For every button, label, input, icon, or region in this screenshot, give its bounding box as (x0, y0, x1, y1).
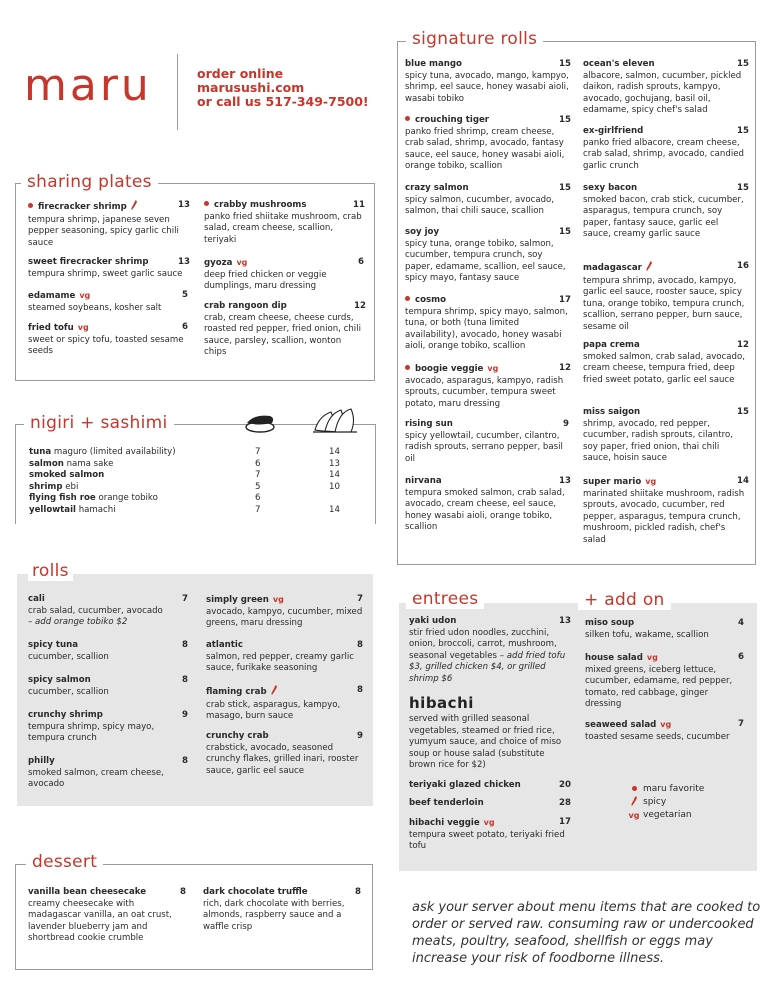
menu-item-ex-girlfriend[interactable]: ex-girlfriend 15 panko fried albacore, cream cheese, crab salad, shrimp, avocado, candied garlic crunch (583, 126, 749, 171)
menu-item-crab-rangoon-dip[interactable]: crab rangoon dip 12 crab, cream cheese, cheese curds, roasted red pepper, fried onion, chili sauce, parsley, scallion, wonton chips (204, 301, 366, 357)
dessert-title: dessert (26, 852, 103, 872)
sashimi-icon (313, 406, 357, 438)
menu-item-crunchy-crab[interactable]: crunchy crab 9 crabstick, avocado, seasoned crunchy flakes, grilled inari, rooster sauce, garlic eel sauce (206, 731, 363, 776)
header-divider (177, 54, 178, 130)
menu-item-yaki-udon[interactable]: yaki udon 13 stir fried udon noodles, zucchini, onion, broccoli, carrot, mushroom, seasonal vegetables – add fried tofu $3, grilled chicken $4, or grilled shrimp $6 (409, 616, 571, 684)
menu-item-teriyaki-glazed-chicken[interactable]: teriyaki glazed chicken 20 (409, 780, 571, 790)
vegetarian-badge: vg (628, 811, 640, 820)
table-row[interactable]: shrimp ebi 5 10 (29, 481, 340, 492)
hibachi-title: hibachi (409, 694, 474, 712)
menu-item-house-salad[interactable]: house salad vg 6 mixed greens, iceberg lettuce, cucumber, edamame, red pepper, tomato, red cabbage, ginger dressing (585, 652, 744, 709)
menu-item-sweet-firecracker-shrimp[interactable]: sweet firecracker shrimp 13 tempura shrimp, sweet garlic sauce (28, 257, 190, 279)
legend (627, 783, 747, 822)
menu-item-vanilla-bean-cheesecake[interactable]: vanilla bean cheesecake 8 creamy cheesecake with madagascar vanilla, an oat crust, lavender blueberry jam and shortbread cookie crumble (28, 887, 186, 943)
menu-item-soy-joy[interactable]: soy joy 15 spicy tuna, orange tobiko, salmon, cucumber, tempura crunch, soy paper, edamame, scallion, eel sauce, spicy mayo, fantasy sauce (405, 227, 571, 283)
nigiri-left-rule (15, 424, 16, 524)
nigiri-sashimi-title: nigiri + sashimi (24, 413, 174, 433)
sharing-plates-title: sharing plates (21, 172, 158, 192)
food-safety-disclaimer: ask your server about menu items that are cooked to order or served raw. consuming raw or undercooked meats, poultry, seafood, shellfish or eggs may increase your risk of foodborne illness. (412, 900, 761, 966)
menu-item-sexy-bacon[interactable]: sexy bacon 15 smoked bacon, crab stick, cucumber, asparagus, tempura crunch, soy paper, fantasy sauce, garlic eel sauce, creamy garlic sauce (583, 183, 749, 239)
menu-item-crabby-mushrooms[interactable]: crabby mushrooms 11 panko fried shiitake mushroom, crab salad, cream cheese, scallion, teriyaki (204, 200, 365, 245)
legend-item-vegetarian: vg vegetarian (628, 810, 692, 820)
menu-item-beef-tenderloin[interactable]: beef tenderloin 28 (409, 798, 571, 808)
table-row[interactable]: yellowtail hamachi 7 14 (29, 504, 340, 515)
vegetarian-badge: vg (645, 477, 657, 486)
favorite-dot-icon (204, 201, 209, 206)
menu-item-atlantic[interactable]: atlantic 8 salmon, red pepper, creamy garlic sauce, furikake seasoning (206, 640, 363, 673)
menu-item-oceans-eleven[interactable]: ocean's eleven 15 albacore, salmon, cucumber, pickled daikon, radish sprouts, kampyo, avocado, gochujang, basil oil, edamame, spicy chef's salad (583, 59, 749, 115)
menu-item-seaweed-salad[interactable]: seaweed salad vg 7 toasted sesame seeds, cucumber (585, 719, 744, 742)
order-online-label: order online (197, 66, 284, 81)
brand-logo: maru (24, 60, 152, 111)
menu-item-miso-soup[interactable]: miso soup 4 silken tofu, wakame, scallion (585, 618, 744, 640)
table-row[interactable]: tuna maguro (limited availability) 7 14 (29, 447, 340, 457)
menu-item-gyoza[interactable]: gyoza vg 6 deep fried chicken or veggie dumplings, maru dressing (204, 257, 364, 291)
vegetarian-badge: vg (487, 364, 499, 373)
menu-item-madagascar[interactable]: madagascar 16 tempura shrimp, avocado, kampyo, garlic eel sauce, rooster sauce, spicy tuna, orange tobiko, tempura crunch, scallion, serrano pepper, burn sauce, sesame oil (583, 261, 749, 332)
menu-item-firecracker-shrimp[interactable]: firecracker shrimp 13 tempura shrimp, japanese seven pepper seasoning, spicy garlic chili sauce (28, 200, 190, 248)
menu-item-crunchy-shrimp[interactable]: crunchy shrimp 9 tempura shrimp, spicy mayo, tempura crunch (28, 710, 188, 743)
phone-link[interactable]: or call us 517-349-7500! (197, 94, 369, 109)
chili-pepper-icon (646, 261, 653, 276)
menu-item-nirvana[interactable]: nirvana 13 tempura smoked salmon, crab salad, avocado, cream cheese, eel sauce, honey wasabi aioli, orange tobiko, scallion (405, 476, 571, 532)
favorite-dot-icon (405, 116, 410, 121)
vegetarian-badge: vg (79, 291, 91, 300)
menu-item-philly[interactable]: philly 8 smoked salmon, cream cheese, avocado (28, 756, 188, 789)
signature-rolls-title: signature rolls (406, 29, 543, 49)
favorite-dot-icon (405, 365, 410, 370)
vegetarian-badge: vg (236, 258, 248, 267)
menu-item-edamame[interactable]: edamame vg 5 steamed soybeans, kosher salt (28, 290, 188, 313)
menu-item-flaming-crab[interactable]: flaming crab 8 crab stick, asparagus, kampyo, masago, burn sauce (206, 685, 363, 721)
favorite-dot-icon (627, 783, 641, 796)
table-row[interactable]: flying fish roe orange tobiko 6 (29, 493, 261, 504)
table-row[interactable]: salmon nama sake 6 13 (29, 458, 340, 469)
menu-item-hibachi-veggie[interactable]: hibachi veggie vg 17 tempura sweet potato, teriyaki fried tofu (409, 817, 571, 851)
menu-item-blue-mango[interactable]: blue mango 15 spicy tuna, avocado, mango, kampyo, shrimp, eel sauce, honey wasabi aioli, wasabi tobiko (405, 59, 571, 104)
menu-item-papa-crema[interactable]: papa crema 12 smoked salmon, crab salad, avocado, cream cheese, tempura fried, deep fried sweet potato, garlic eel sauce (583, 340, 749, 385)
entrees-title: entrees (406, 589, 484, 609)
website-link[interactable]: marusushi.com (197, 80, 305, 95)
menu-item-fried-tofu[interactable]: fried tofu vg 6 sweet or spicy tofu, toasted sesame seeds (28, 322, 188, 356)
chili-pepper-icon (271, 685, 278, 700)
menu-item-dark-chocolate-truffle[interactable]: dark chocolate truffle 8 rich, dark chocolate with berries, almonds, raspberry sauce and a waffle crisp (203, 887, 361, 932)
vegetarian-badge: vg (646, 653, 658, 662)
menu-item-super-mario[interactable]: super mario vg 14 marinated shiitake mushroom, radish sprouts, avocado, cucumber, red pepper, asparagus, tempura crunch, mushroom, pickled radish, chef's salad (583, 476, 749, 545)
menu-item-crouching-tiger[interactable]: crouching tiger 15 panko fried shrimp, cream cheese, crab salad, shrimp, avocado, fantasy sauce, eel sauce, honey wasabi aioli, orange tobiko, scallion (405, 115, 571, 171)
legend-item-favorite: maru favorite (627, 783, 747, 796)
favorite-dot-icon (28, 203, 33, 208)
menu-item-spicy-salmon[interactable]: spicy salmon 8 cucumber, scallion (28, 675, 188, 697)
vegetarian-badge: vg (483, 818, 495, 827)
table-row[interactable]: smoked salmon 7 14 (29, 470, 340, 481)
vegetarian-badge: vg (77, 323, 89, 332)
add-on-title: + add on (578, 590, 671, 610)
menu-item-rising-sun[interactable]: rising sun 9 spicy yellowtail, cucumber, cilantro, radish sprouts, serrano pepper, basil oil (405, 419, 569, 464)
chili-pepper-icon (627, 796, 641, 810)
legend-item-spicy: spicy (627, 796, 747, 809)
contact-block (197, 67, 369, 109)
nigiri-table (29, 447, 369, 517)
favorite-dot-icon (405, 296, 410, 301)
menu-item-cali[interactable]: cali 7 crab salad, cucumber, avocado – add orange tobiko $2 (28, 594, 188, 627)
menu-item-simply-green[interactable]: simply green vg 7 avocado, kampyo, cucumber, mixed greens, maru dressing (206, 594, 363, 628)
rolls-title: rolls (28, 561, 73, 581)
vegetarian-badge: vg (660, 720, 672, 729)
vegetarian-badge: vg (272, 595, 284, 604)
nigiri-icon (244, 412, 276, 438)
menu-item-spicy-tuna[interactable]: spicy tuna 8 cucumber, scallion (28, 640, 188, 662)
menu-item-miss-saigon[interactable]: miss saigon 15 shrimp, avocado, red pepper, cucumber, radish sprouts, cilantro, soy paper, fried onion, thai chili sauce, hoisin sauce (583, 407, 749, 463)
hibachi-description: served with grilled seasonal vegetables, steamed or fried rice, yumyum sauce, and choice of miso soup or house salad (substitute brown rice for $2) (409, 714, 562, 770)
menu-item-crazy-salmon[interactable]: crazy salmon 15 spicy salmon, cucumber, avocado, salmon, thai chili sauce, scallion (405, 183, 571, 216)
nigiri-right-rule (375, 424, 376, 524)
menu-item-boogie-veggie[interactable]: boogie veggie vg 12 avocado, asparagus, kampyo, radish sprouts, cucumber, tempura sweet potato, maru dressing (405, 363, 571, 409)
menu-item-cosmo[interactable]: cosmo 17 tempura shrimp, spicy mayo, salmon, tuna, or both (tuna limited availability), avocado, honey wasabi aioli, orange tobiko, scallion (405, 295, 571, 351)
chili-pepper-icon (131, 200, 138, 215)
